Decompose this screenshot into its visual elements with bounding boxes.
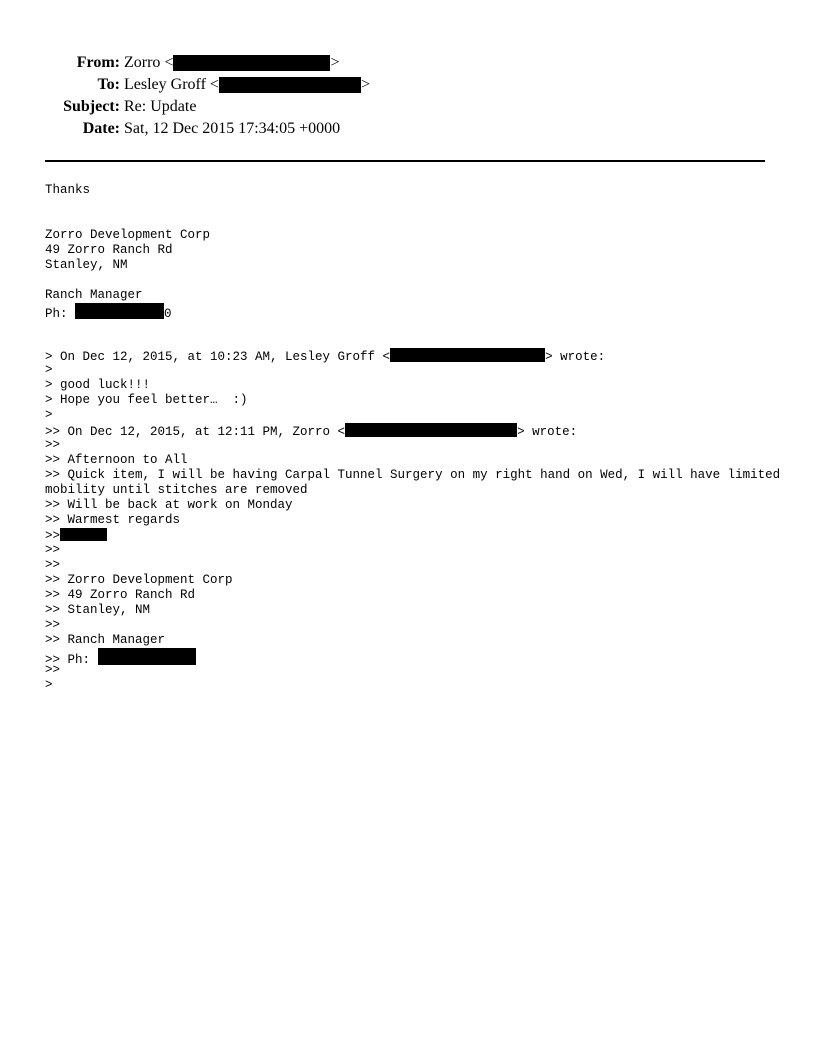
- date-row: [0, 118, 816, 140]
- quote-line: >: [45, 363, 53, 377]
- quote-line: >> Afternoon to All: [45, 453, 188, 467]
- signature-company: Zorro Development Corp: [45, 228, 211, 242]
- quote-signature-name: >>: [45, 528, 785, 543]
- quote-line: >> Ranch Manager: [45, 633, 166, 647]
- redaction-box: [390, 348, 545, 362]
- redaction-box: [75, 303, 164, 319]
- quote-line: >>: [45, 663, 61, 677]
- reply-text: Thanks: [45, 183, 91, 197]
- redaction-box: [345, 423, 517, 437]
- quote-line: >>: [45, 618, 61, 632]
- angle-open: <: [209, 76, 219, 93]
- angle-close: >: [360, 76, 370, 93]
- date-label: Date:: [82, 120, 120, 137]
- quote-line: >> Stanley, NM: [45, 603, 151, 617]
- quote-line: >> Zorro Development Corp: [45, 573, 233, 587]
- quote1-attribution: > On Dec 12, 2015, at 10:23 AM, Lesley Groff < > wrote:: [45, 350, 606, 364]
- to-value: [124, 74, 370, 96]
- quote-line: >> Quick item, I will be having Carpal Tunnel Surgery on my right hand on Wed, I will have limited mobility until stitches are removed: [45, 468, 781, 497]
- quote2-attribution: >> On Dec 12, 2015, at 12:11 PM, Zorro < > wrote:: [45, 425, 578, 439]
- from-row: [0, 52, 816, 74]
- angle-open: <: [164, 54, 174, 71]
- redaction-box: [98, 648, 196, 665]
- signature-phone: Ph: 0: [45, 303, 785, 318]
- quote-line: >> Warmest regards: [45, 513, 181, 527]
- redaction-box: [173, 55, 330, 71]
- quote-line: >> 49 Zorro Ranch Rd: [45, 588, 196, 602]
- quote-line: >: [45, 408, 53, 422]
- quote-line: > Hope you feel better… :): [45, 393, 248, 407]
- signature-address: 49 Zorro Ranch Rd: [45, 243, 173, 257]
- from-label: From:: [76, 54, 120, 71]
- quote-line: > good luck!!!: [45, 378, 151, 392]
- subject-value: Re: Update: [124, 98, 197, 115]
- redaction-box: [219, 77, 361, 93]
- to-name: Lesley Groff: [124, 76, 206, 93]
- subject-label: Subject:: [63, 98, 120, 115]
- quote-line: >: [45, 678, 53, 692]
- to-row: [0, 74, 816, 96]
- signature-title: Ranch Manager: [45, 288, 143, 302]
- quote-line: >> Will be back at work on Monday: [45, 498, 293, 512]
- quote-line: >>: [45, 543, 61, 557]
- from-name: Zorro: [124, 54, 161, 71]
- redaction-box: [60, 528, 107, 541]
- quote-line: >>: [45, 558, 61, 572]
- subject-row: [0, 96, 816, 118]
- email-header: [0, 52, 816, 140]
- from-value: [124, 52, 340, 74]
- email-body: [45, 183, 785, 693]
- signature-city: Stanley, NM: [45, 258, 128, 272]
- date-value: Sat, 12 Dec 2015 17:34:05 +0000: [124, 120, 341, 137]
- to-label: To:: [97, 76, 120, 93]
- angle-close: >: [330, 54, 340, 71]
- quote-line: >>: [45, 438, 61, 452]
- header-divider: [45, 160, 765, 162]
- quote-phone: >> Ph:: [45, 648, 785, 663]
